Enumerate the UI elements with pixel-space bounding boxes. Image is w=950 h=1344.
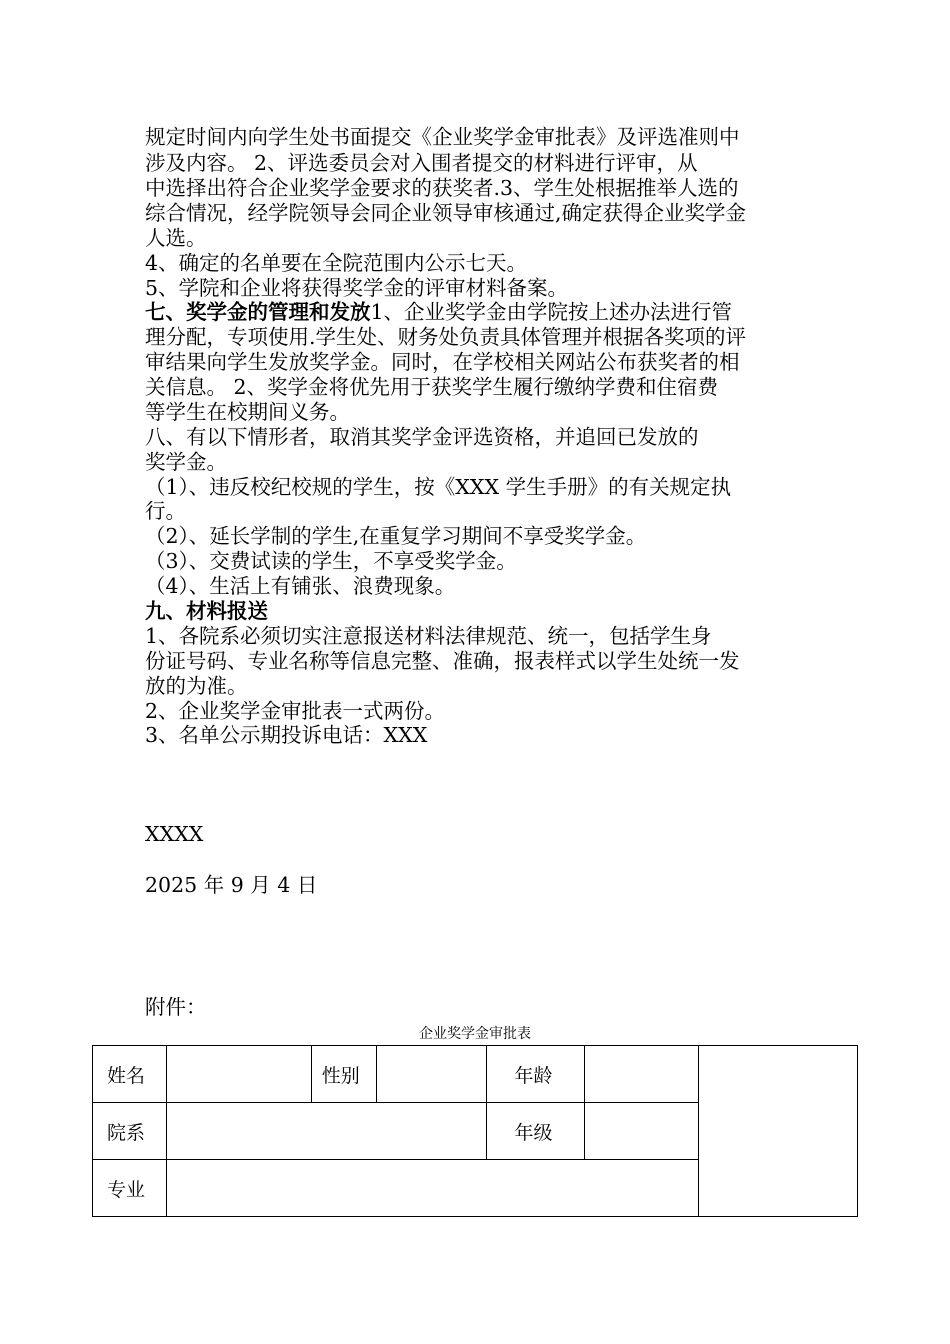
body-line: 等学生在校期间义务。 xyxy=(145,400,350,424)
photo-cell xyxy=(699,1046,858,1217)
body-line: 1、各院系必须切实注意报送材料法律规范、统一，包括学生身 xyxy=(145,624,712,648)
body-line: 行。 xyxy=(145,499,186,523)
body-line: 涉及内容。 2、评选委员会对入围者提交的材料进行评审，从 xyxy=(145,151,698,175)
body-line: 综合情况，经学院领导会同企业领导审核通过,确定获得企业奖学金 xyxy=(145,201,747,225)
body-line: 人选。 xyxy=(145,226,207,250)
name-field[interactable] xyxy=(166,1046,311,1103)
department-field[interactable] xyxy=(166,1103,487,1160)
body-line: 奖学金。 xyxy=(145,450,227,474)
body-line: 2、企业奖学金审批表一式两份。 xyxy=(145,699,446,723)
signature: XXXX xyxy=(145,822,204,846)
table-row xyxy=(93,1046,858,1103)
body-line: 审结果向学生发放奖学金。同时，在学校相关网站公布获奖者的相 xyxy=(145,350,740,374)
grade-field[interactable] xyxy=(585,1103,699,1160)
major-field[interactable] xyxy=(166,1160,698,1217)
body-line: 中选择出符合企业奖学金要求的获奖者.3、学生处根据推举人选的 xyxy=(145,176,739,200)
body-line: 放的为准。 xyxy=(145,674,248,698)
form-title: 企业奖学金审批表 xyxy=(419,1026,531,1042)
name-label: 姓名 xyxy=(93,1046,167,1103)
body-line: 4、确定的名单要在全院范围内公示七天。 xyxy=(145,251,528,275)
section-nine-line xyxy=(145,598,268,624)
section-seven-line xyxy=(145,299,732,325)
body-line: 理分配，专项使用.学生处、财务处负责具体管理并根据各奖项的评 xyxy=(145,325,747,349)
body-line: 份证号码、专业名称等信息完整、准确，报表样式以学生处统一发 xyxy=(145,649,740,673)
body-line: 规定时间内向学生处书面提交《企业奖学金审批表》及评选准则中 xyxy=(145,125,740,149)
body-line: （3）、交费试读的学生，不享受奖学金。 xyxy=(145,549,517,573)
body-line: 3、名单公示期投诉电话：XXX xyxy=(145,723,428,747)
body-line: （1）、违反校纪校规的学生，按《XXX 学生手册》的有关规定执 xyxy=(145,475,732,499)
age-field[interactable] xyxy=(585,1046,699,1103)
section-heading: 九、材料报送 xyxy=(145,599,268,623)
body-text: 1、企业奖学金由学院按上述办法进行管 xyxy=(370,300,733,324)
approval-form-table xyxy=(92,1045,858,1217)
body-line: 八、有以下情形者，取消其奖学金评选资格，并追回已发放的 xyxy=(145,425,699,449)
gender-field[interactable] xyxy=(376,1046,487,1103)
department-label: 院系 xyxy=(93,1103,167,1160)
body-line: （2）、延长学制的学生,在重复学习期间不享受奖学金。 xyxy=(145,524,647,548)
section-heading: 七、奖学金的管理和发放 xyxy=(145,300,371,324)
grade-label: 年级 xyxy=(487,1103,585,1160)
major-label: 专业 xyxy=(93,1160,167,1217)
body-line: 关信息。 2、奖学金将优先用于获奖学生履行缴纳学费和住宿费 xyxy=(145,375,719,399)
attachment-label: 附件： xyxy=(145,995,207,1019)
body-line: （4）、生活上有铺张、浪费现象。 xyxy=(145,574,456,598)
body-line: 5、学院和企业将获得奖学金的评审材料备案。 xyxy=(145,276,569,300)
gender-label: 性别 xyxy=(311,1046,376,1103)
age-label: 年龄 xyxy=(487,1046,585,1103)
date: 2025 年 9 月 4 日 xyxy=(145,873,318,897)
